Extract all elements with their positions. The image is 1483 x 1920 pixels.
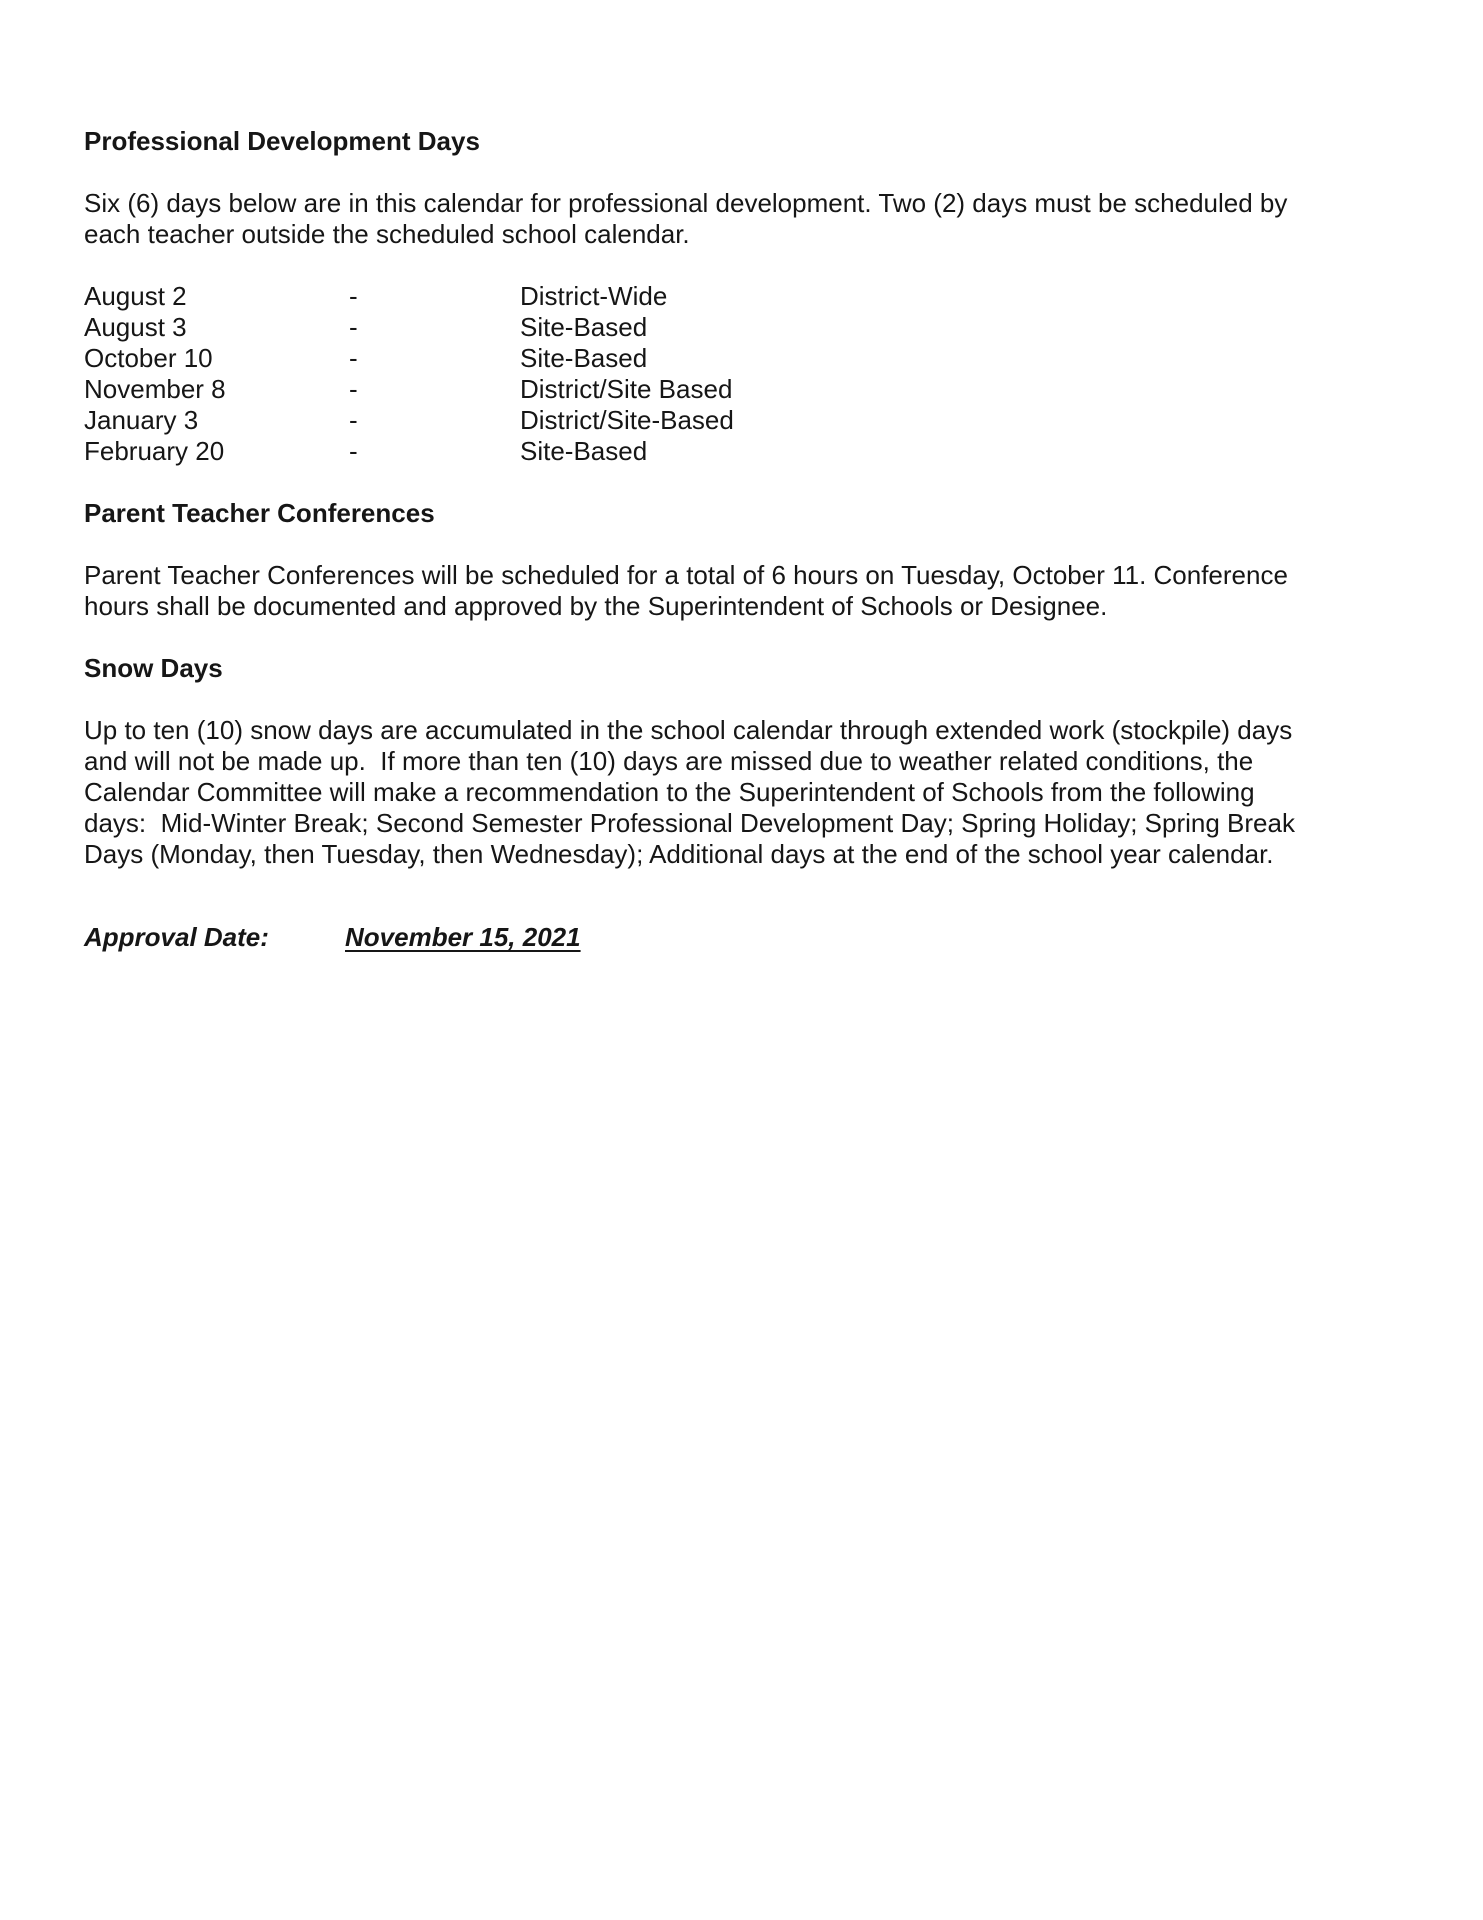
pd-day-date: August 2 (84, 281, 187, 311)
pd-day-dash: - (349, 374, 358, 404)
professional-development-days-list (84, 281, 1312, 467)
section-heading-professional-development-days: Professional Development Days (84, 126, 480, 156)
pd-day-date: October 10 (84, 343, 213, 373)
pd-day-row (84, 374, 1312, 405)
document-body (84, 0, 1312, 953)
parent-teacher-conferences-paragraph: Parent Teacher Conferences will be scheduled for a total of 6 hours on Tuesday, October 11. Conference hours shall be documented and approved by the Superintendent of Schools or Designee. (84, 560, 1296, 621)
pd-day-row (84, 281, 1312, 312)
pd-day-dash: - (349, 405, 358, 435)
section-heading-snow-days: Snow Days (84, 653, 223, 683)
snow-days-paragraph: Up to ten (10) snow days are accumulated in the school calendar through extended work (stockpile) days and will not be made up. If more than ten (10) days are missed due to weather related conditions, the Calendar Committee will make a recommendation to the Superintendent of Schools from the following days: Mid-Winter Break; Second Semester Professional Development Day; Spring Holiday; Spring Break Days (Monday, then Tuesday, then Wednesday); Additional days at the end of the school year calendar. (84, 715, 1303, 869)
pd-day-date: February 20 (84, 436, 225, 466)
pd-day-date: November 8 (84, 374, 226, 404)
approval-date-value: November 15, 2021 (345, 922, 581, 952)
pd-day-scope: District/Site-Based (520, 405, 734, 435)
pd-day-dash: - (349, 436, 358, 466)
pd-day-scope: District-Wide (520, 281, 668, 311)
pd-day-row (84, 312, 1312, 343)
pd-day-scope: Site-Based (520, 436, 648, 466)
pd-day-date: August 3 (84, 312, 187, 342)
pd-day-row (84, 405, 1312, 436)
approval-date-label: Approval Date: (84, 922, 269, 952)
pd-day-date: January 3 (84, 405, 199, 435)
professional-development-intro-paragraph: Six (6) days below are in this calendar for professional development. Two (2) days must be scheduled by each teacher outside the scheduled school calendar. (84, 188, 1295, 249)
pd-day-row (84, 343, 1312, 374)
pd-day-scope: Site-Based (520, 343, 648, 373)
section-heading-parent-teacher-conferences: Parent Teacher Conferences (84, 498, 435, 528)
pd-day-scope: District/Site Based (520, 374, 733, 404)
pd-day-dash: - (349, 281, 358, 311)
pd-day-row (84, 436, 1312, 467)
pd-day-scope: Site-Based (520, 312, 648, 342)
approval-date-row (84, 922, 1312, 953)
pd-day-dash: - (349, 343, 358, 373)
pd-day-dash: - (349, 312, 358, 342)
